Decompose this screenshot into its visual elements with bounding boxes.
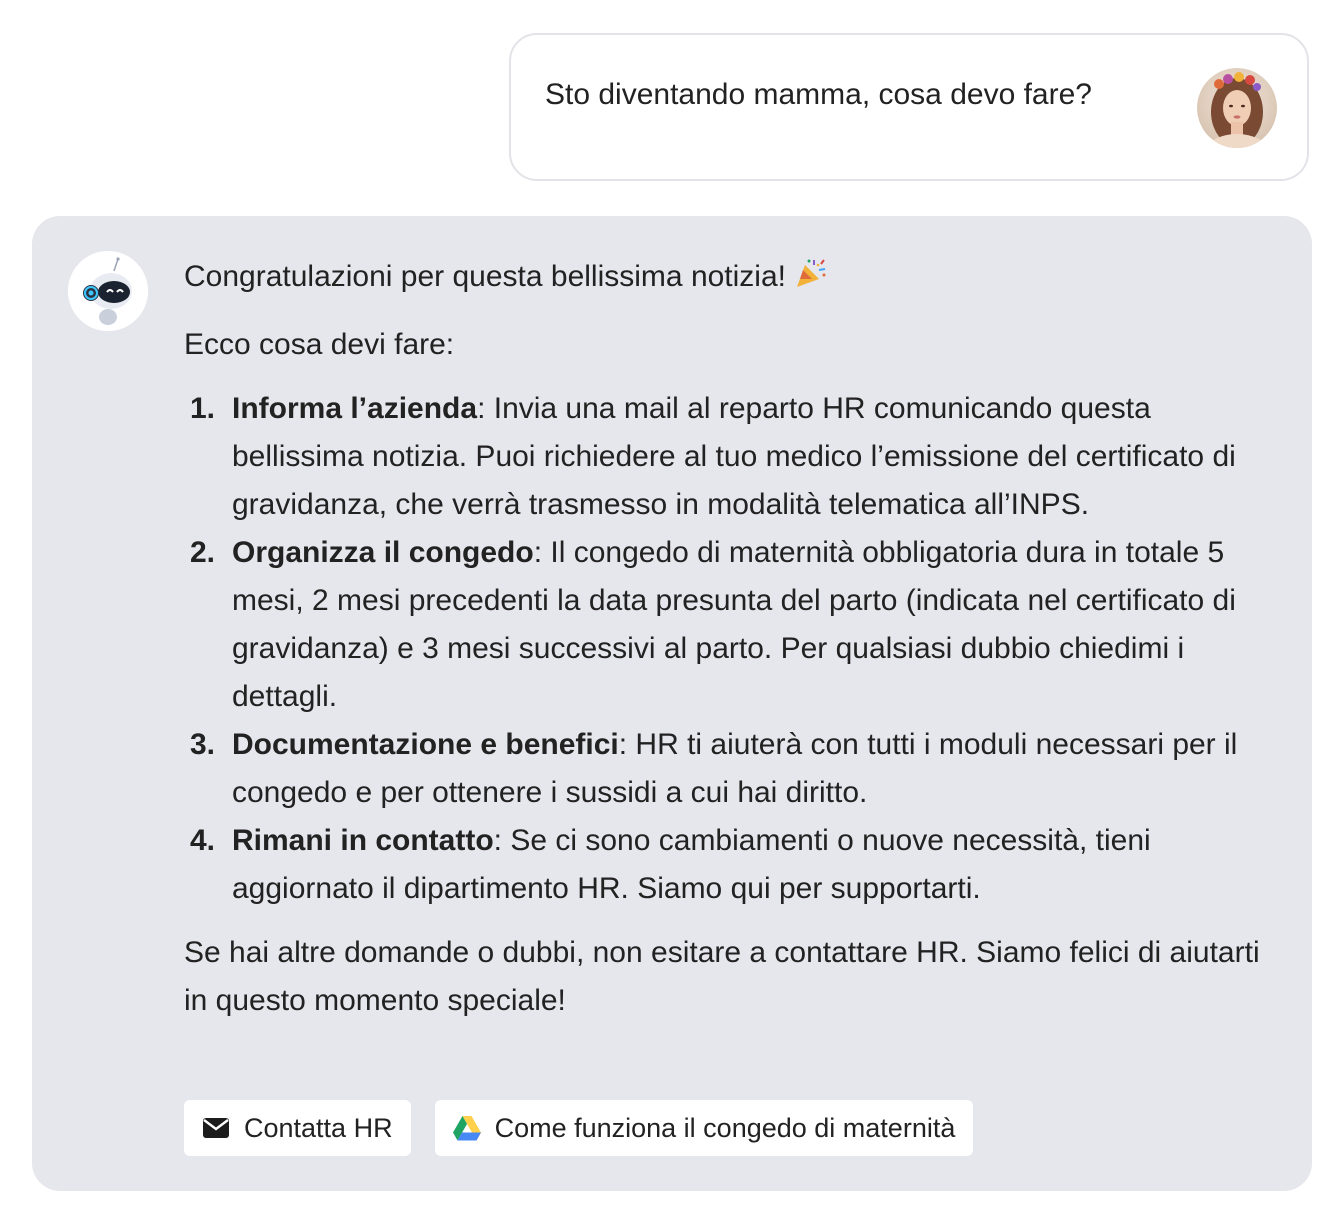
list-item bbox=[184, 721, 1274, 817]
step-text: : Il congedo di maternità obbligatoria dura in totale 5 mesi, 2 mesi precedenti la data presunta del parto (indicata nel certificato di gravidanza) e 3 mesi successivi al parto. Per qualsiasi dubbio chiedimi i dettagli. bbox=[232, 536, 1236, 713]
list-item bbox=[184, 817, 1274, 913]
bot-message-content bbox=[184, 253, 1274, 1025]
google-drive-icon bbox=[453, 1114, 481, 1142]
closing-text: Se hai altre domande o dubbi, non esitare a contattare HR. Siamo felici di aiutarti in questo momento speciale! bbox=[184, 936, 1260, 1017]
contact-hr-button[interactable] bbox=[184, 1100, 411, 1156]
step-text: : HR ti aiuterà con tutti i moduli necessari per il congedo e per ottenere i sussidi a cui hai diritto. bbox=[232, 728, 1238, 809]
bot-message-bubble bbox=[32, 216, 1312, 1191]
step-title: Informa l’azienda bbox=[232, 392, 478, 425]
envelope-icon bbox=[202, 1114, 230, 1142]
step-text: : Se ci sono cambiamenti o nuove necessità, tieni aggiornato il dipartimento HR. Siamo qui per supportarti. bbox=[232, 824, 1151, 905]
contact-hr-label: Contatta HR bbox=[244, 1112, 393, 1143]
step-number: 1. bbox=[190, 392, 216, 425]
user-message-bubble bbox=[509, 33, 1309, 181]
list-item bbox=[184, 385, 1274, 529]
party-popper-icon bbox=[794, 256, 828, 305]
step-number: 2. bbox=[190, 536, 216, 569]
step-number: 4. bbox=[190, 824, 216, 857]
step-title: Documentazione e benefici bbox=[232, 728, 619, 761]
step-text: : Invia una mail al reparto HR comunicando questa bellissima notizia. Puoi richiedere al tuo medico l’emissione del certificato di gravidanza, che verrà trasmesso in modalità telematica all’INPS. bbox=[232, 392, 1236, 521]
robot-avatar-icon bbox=[68, 251, 148, 331]
greeting-line bbox=[184, 253, 1274, 305]
steps-list bbox=[184, 385, 1274, 913]
user-avatar bbox=[1197, 68, 1277, 148]
maternity-leave-doc-label: Come funziona il congedo di maternità bbox=[494, 1112, 956, 1143]
step-title: Rimani in contatto bbox=[232, 824, 494, 857]
maternity-leave-doc-button[interactable] bbox=[435, 1100, 974, 1156]
list-item bbox=[184, 529, 1274, 721]
intro-text: Ecco cosa devi fare: bbox=[184, 328, 455, 361]
step-number: 3. bbox=[190, 728, 216, 761]
step-title: Organizza il congedo bbox=[232, 536, 534, 569]
bot-avatar bbox=[68, 251, 148, 331]
action-buttons bbox=[184, 1100, 973, 1156]
user-message-text: Sto diventando mamma, cosa devo fare? bbox=[545, 78, 1092, 111]
greeting-text: Congratulazioni per questa bellissima notizia! bbox=[184, 260, 786, 293]
user-avatar-photo-icon bbox=[1197, 68, 1277, 148]
